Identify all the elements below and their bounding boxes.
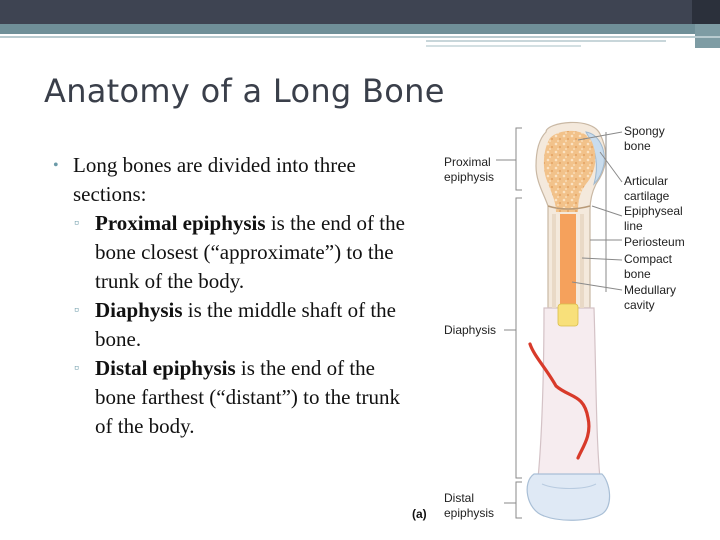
label-epiphyseal-line: Epiphyseal line [624, 204, 683, 233]
long-bone-diagram [410, 118, 710, 528]
term-diaphysis: Diaphysis [95, 298, 183, 322]
sub-bullet-proximal [52, 209, 412, 296]
sub-bullet-marker: ▫ [74, 303, 79, 318]
term-proximal-epiphysis: Proximal epiphysis [95, 211, 266, 235]
desc-distal-epiphysis: is the end of the bone farthest (“distant”) to the trunk of the body. [95, 356, 400, 438]
label-articular-cartilage: Articular cartilage [624, 174, 670, 203]
accent-line [426, 40, 666, 42]
bullet-marker: • [53, 157, 59, 174]
sub-bullet-distal [52, 354, 412, 441]
bullet-item [52, 151, 412, 209]
sub-bullet-diaphysis [52, 296, 412, 354]
accent-line [426, 45, 581, 47]
panel-label: (a) [412, 507, 427, 521]
title-bar-corner [692, 0, 720, 24]
sub-bullet-marker: ▫ [74, 216, 79, 231]
region-brackets [496, 128, 522, 518]
slide-body [52, 151, 412, 441]
distal-epiphysis-shape [527, 474, 609, 520]
label-medullary-cavity: Medullary cavity [624, 283, 677, 312]
medullary-cavity-shape [560, 214, 576, 314]
yellow-marrow-shape [558, 304, 578, 326]
term-distal-epiphysis: Distal epiphysis [95, 356, 236, 380]
accent-band [0, 24, 720, 34]
label-distal-epiphysis: Distal epiphysis [444, 491, 495, 520]
label-diaphysis: Diaphysis [444, 323, 497, 337]
desc-proximal-epiphysis: is the end of the bone closest (“approximate”) to the trunk of the body. [95, 211, 405, 293]
label-spongy-bone: Spongy bone [624, 124, 665, 153]
label-periosteum: Periosteum [624, 235, 685, 249]
accent-line [0, 36, 720, 38]
desc-diaphysis: is the middle shaft of the bone. [95, 298, 397, 351]
label-proximal-epiphysis: Proximal epiphysis [444, 155, 495, 184]
title-bar-decoration [0, 0, 720, 24]
slide-title: Anatomy of a Long Bone [44, 72, 445, 110]
label-compact-bone: Compact bone [624, 252, 673, 281]
bullet-text: Long bones are divided into three sections: [73, 153, 356, 206]
sub-bullet-marker: ▫ [74, 361, 79, 376]
